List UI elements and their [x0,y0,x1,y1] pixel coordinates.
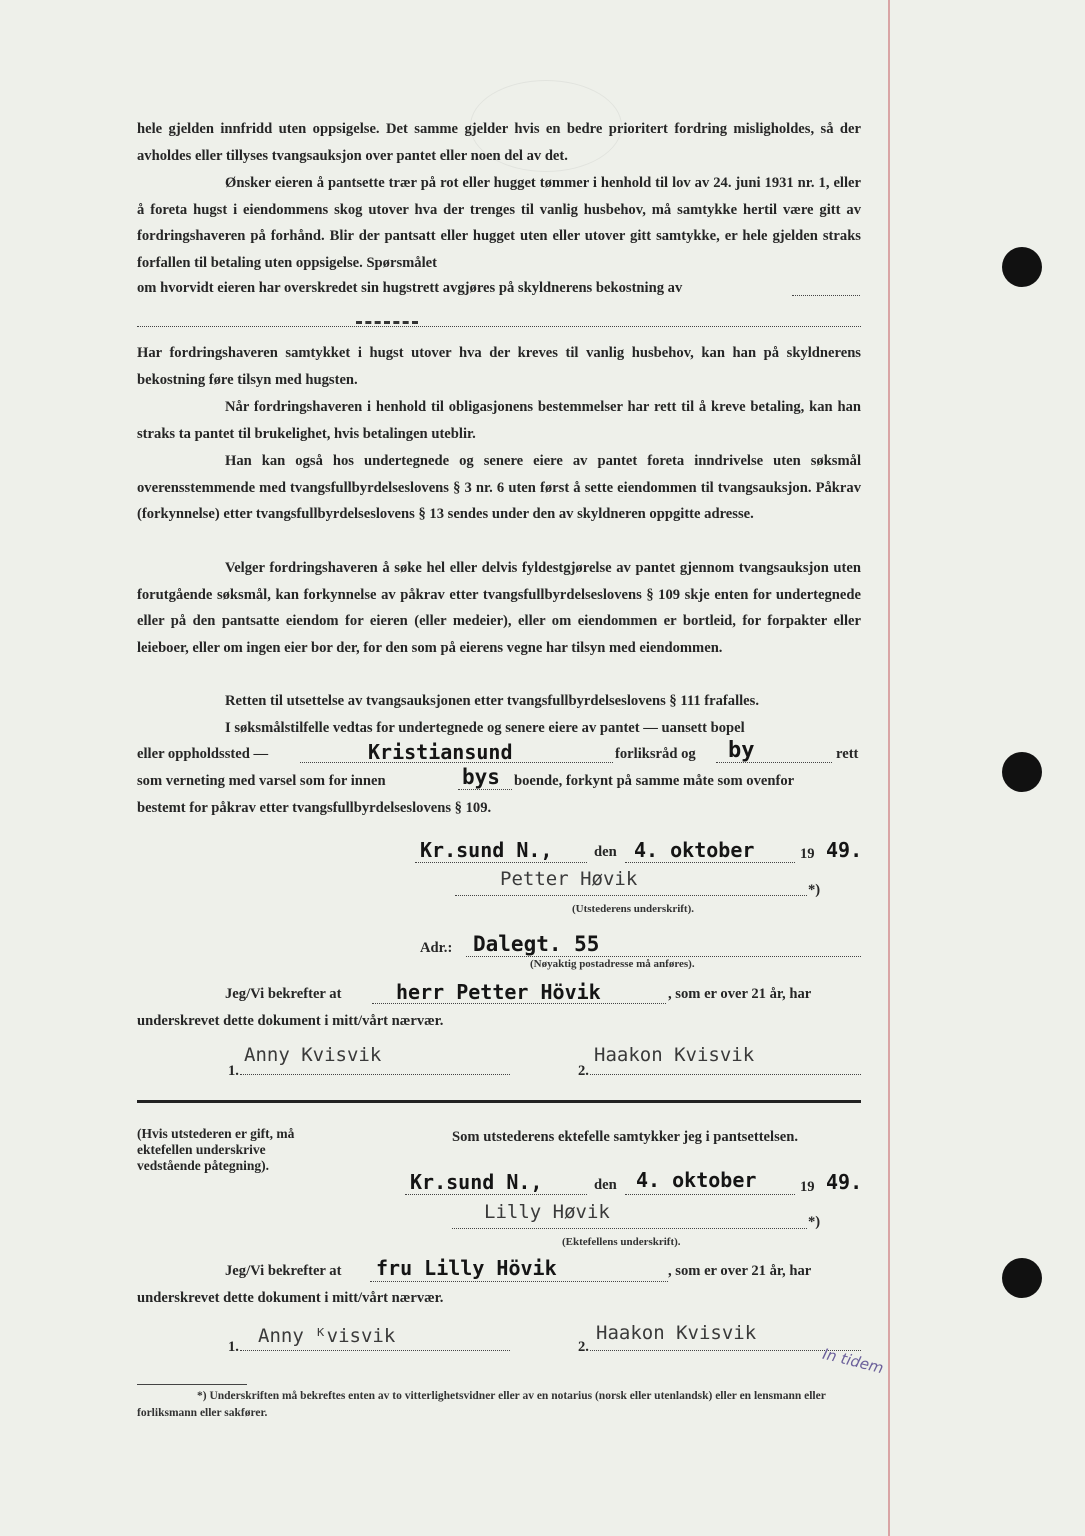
footnote-star: *) [808,1214,821,1230]
verneting-text: rett [836,746,859,762]
blank-line [792,295,860,296]
blank-line [137,326,861,327]
paragraph-verneting: I søksmålstilfelle vedtas for undertegnede og senere eiere av pantet — uansett bopel [225,720,745,736]
paragraph-hugst-last: om hvorvidt eieren har overskredet sin hugstrett avgjøres på skyldnerens bekostning av [137,280,683,296]
place-fill: Kr.sund N., [410,1170,543,1194]
year-prefix: 19 [800,1179,815,1195]
address-line [466,956,861,957]
rett-fill: by [728,738,755,763]
den-label: den [594,844,617,860]
verneting-text: eller oppholdssted — [137,746,269,762]
spouse-consent: Som utstederens ektefelle samtykker jeg i pantsettelsen. [452,1129,799,1145]
address-label: Adr.: [420,940,453,956]
verneting-text: forliksråd og [615,746,696,762]
paragraph-default: hele gjelden innfridd uten oppsigelse. Det samme gjelder hvis en bedre prioritert fordring misligholdes, så der avholdes eller tillyses tvangsauksjon over pantet eller noen del av det. [137,121,861,164]
witness-number: 2. [578,1339,589,1355]
witness-signature: Haakon Kvisvik [594,1044,755,1066]
confirm-name-fill: herr Petter Hövik [396,980,601,1004]
paragraph-inndrivelse: Han kan også hos undertegnede og senere eiere av pantet foreta inndrivelse uten søksmål overensstemmende med tvangsfullbyrdelseslovens § 3 nr. 6 uten først å sette eiendommen til tvangsauksjon. Påkrav (forkynnelse) etter tvangsfullbyrdelseslovens § 13 sendes under den av skyldneren oppgitte adresse. [137,453,861,523]
paragraph-utsettelse: Retten til utsettelse av tvangsauksjonen etter tvangsfullbyrdelseslovens § 111 frafalles. [225,693,759,709]
blank-line [415,862,587,863]
confirm-text: Jeg/Vi bekrefter at [225,986,342,1002]
confirm-text: , som er over 21 år, har [668,986,812,1002]
blank-line [370,1281,668,1282]
witness-line [240,1074,510,1075]
margin-line [888,0,890,1536]
signature-line [455,895,807,896]
spouse-signature: Lilly Høvik [484,1201,610,1223]
verneting-text: boende, forkynt på samme måte som ovenfor [514,773,795,789]
blank-line [458,789,512,790]
date-fill: 4. oktober [634,838,755,862]
blank-line [625,1194,795,1195]
spouse-hint: (Hvis utstederen er gift, må ektefellen underskrive vedstående påtegning). [137,1126,295,1173]
date-fill: 4. oktober [636,1168,757,1192]
confirm-text: underskrevet dette dokument i mitt/vårt nærvær. [137,1290,444,1306]
blank-line [372,1003,666,1004]
footnote-rule [137,1384,247,1385]
blank-line [625,862,795,863]
year-fill: 49. [826,1170,863,1194]
verneting-last: bestemt for påkrav etter tvangsfullbyrdelseslovens § 109. [137,800,492,816]
punch-hole [1002,247,1042,287]
witness-signature: Anny Kvisvik [244,1044,382,1066]
paragraph-brukelighet: Når fordringshaveren i henhold til obligasjonens bestemmelser har rett til å kreve betaling, kan han straks ta pantet til brukelighet, hvis betalingen uteblir. [137,399,861,442]
den-label: den [594,1177,617,1193]
witness-line [240,1350,510,1351]
punch-hole [1002,752,1042,792]
witness-number: 1. [228,1339,239,1355]
issuer-signature: Petter Høvik [500,868,638,890]
confirm-name-fill: fru Lilly Hövik [376,1256,557,1280]
confirm-text: underskrevet dette dokument i mitt/vårt nærvær. [137,1013,444,1029]
dash-mark [356,318,418,324]
footnote: *) Underskriften må bekreftes enten av to vitterlighetsvidner eller av en notarius (norsk eller utenlandsk) eller en lensmann eller forliksmann eller sakfører. [137,1390,826,1419]
signature-caption: (Utstederens underskrift). [572,903,695,915]
signature-caption: (Ektefellens underskrift). [562,1236,681,1248]
innen-fill: bys [462,765,500,789]
paragraph-tvangsauksjon: Velger fordringshaveren å søke hel eller delvis fyldestgjørelse av pantet gjennom tvangsauksjon uten forutgående søksmål, kan forkynnelse av påkrav etter tvangsfullbyrdelseslovens § 109 skje enten for undertegnede eller på den pantsatte eiendom for eieren (eller medeier), eller om eiendommen er bortleid, for forpakter eller leieboer, eller om ingen eier bor der, for den som på eierens vegne har tilsyn med eiendommen. [137,560,861,657]
confirm-text: Jeg/Vi bekrefter at [225,1263,342,1279]
year-prefix: 19 [800,846,815,862]
blank-line [405,1194,587,1195]
handwritten-annotation: In tidem [820,1344,886,1378]
witness-line [590,1350,861,1351]
witness-signature: Anny ᴷvisvik [258,1325,396,1347]
witness-number: 2. [578,1063,589,1079]
confirm-text: , som er over 21 år, har [668,1263,812,1279]
witness-signature: Haakon Kvisvik [596,1322,757,1344]
punch-hole [1002,1258,1042,1298]
verneting-text: som verneting med varsel som for innen [137,773,386,789]
address-caption: (Nøyaktig postadresse må anføres). [530,958,695,970]
forliksraad-fill: Kristiansund [368,740,513,764]
paragraph-hugst: Ønsker eieren å pantsette trær på rot eller hugget tømmer i henhold til lov av 24. juni 1931 nr. 1, eller å foreta hugst i eiendommens skog utover hva der trenges til vanlig husbehov, må samtykke hertil være gitt av fordringshaveren på forhånd. Blir der pantsatt eller hugget uten eller utover gitt samtykke, er hele gjelden straks forfallen til betaling uten oppsigelse. Spørsmålet [137,175,861,272]
year-fill: 49. [826,838,863,862]
section-divider [137,1100,861,1103]
footnote-star: *) [808,882,821,898]
address-fill: Dalegt. 55 [473,932,600,956]
witness-number: 1. [228,1063,239,1079]
witness-line [590,1074,861,1075]
signature-line [452,1228,807,1229]
place-fill: Kr.sund N., [420,838,553,862]
paragraph-tilsyn: Har fordringshaveren samtykket i hugst utover hva der kreves til vanlig husbehov, kan han på skyldnerens bekostning føre tilsyn med hugsten. [137,345,861,388]
